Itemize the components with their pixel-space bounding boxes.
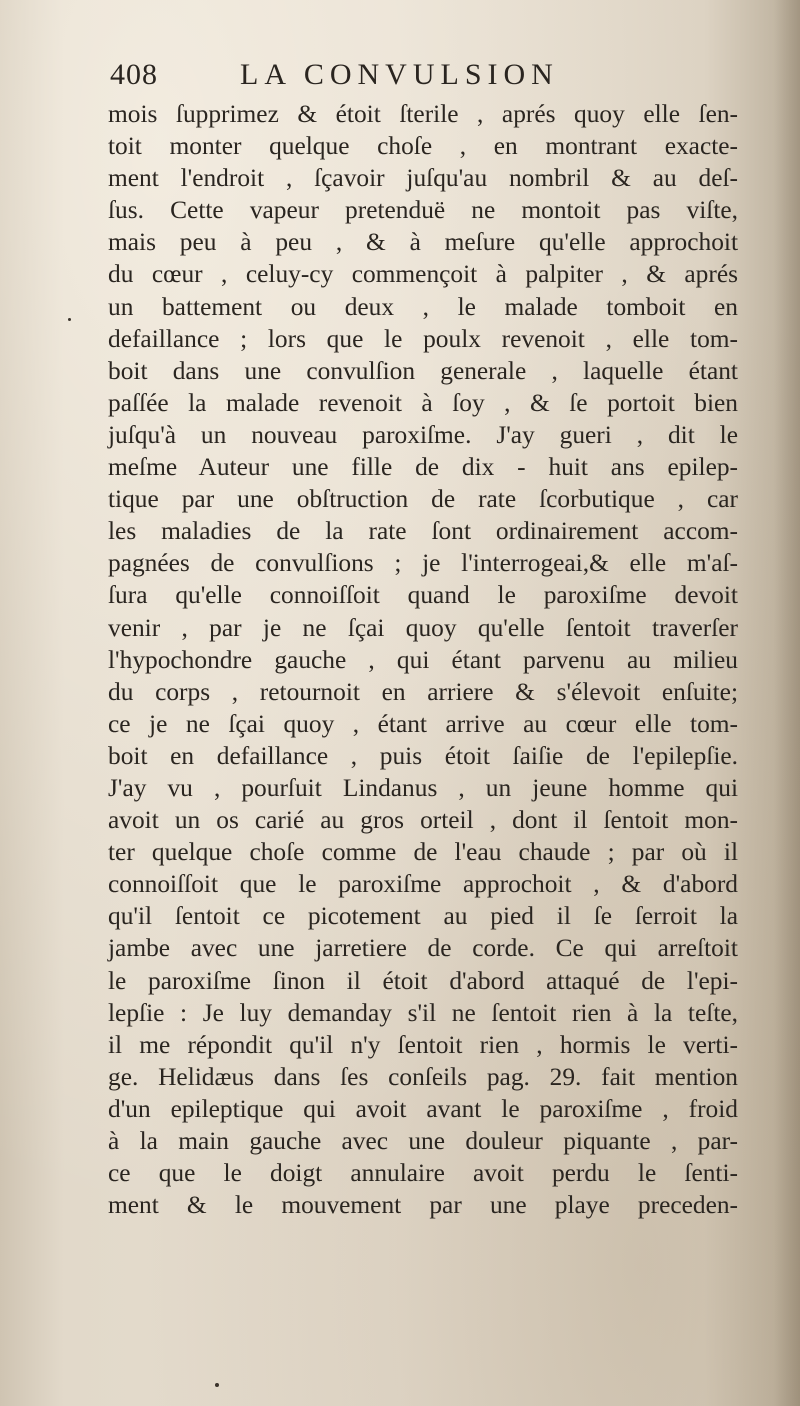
text-line: qu'il ſentoit ce picotement au pied il ſe ſerroit la bbox=[108, 902, 738, 931]
text-line: ce je ne ſçai quoy , étant arrive au cœur elle tom- bbox=[108, 709, 738, 738]
text-line: le paroxiſme ſinon il étoit d'abord attaqué de l'epi- bbox=[108, 966, 738, 995]
text-line: avoit un os carié au gros orteil , dont il ſentoit mon- bbox=[108, 806, 738, 835]
text-line: J'ay vu , pourſuit Lindanus , un jeune homme qui bbox=[108, 773, 738, 802]
text-line: l'hypochondre gauche , qui étant parvenu au milieu bbox=[108, 645, 738, 674]
text-line: paſſée la malade revenoit à ſoy , & ſe portoit bien bbox=[108, 388, 738, 417]
text-line: juſqu'à un nouveau paroxiſme. J'ay gueri , dit le bbox=[108, 420, 738, 449]
text-line: toit monter quelque choſe , en montrant exacte- bbox=[108, 132, 738, 161]
text-line: d'un epileptique qui avoit avant le paroxiſme , froid bbox=[108, 1094, 738, 1123]
text-line: ment l'endroit , ſçavoir juſqu'au nombril & au deſ- bbox=[108, 164, 738, 193]
text-line: tique par une obſtruction de rate ſcorbutique , car bbox=[108, 485, 738, 514]
text-line: pagnées de convulſions ; je l'interrogeai,& elle m'aſ- bbox=[108, 549, 738, 578]
text-line: les maladies de la rate ſont ordinairement accom- bbox=[108, 517, 738, 546]
text-line: à la main gauche avec une douleur piquante , par- bbox=[108, 1127, 738, 1155]
page-edge-shadow bbox=[774, 0, 800, 1406]
text-line: boit dans une convulſion generale , laquelle étant bbox=[108, 356, 738, 385]
text-line: ment & le mouvement par une playe preceden- bbox=[108, 1191, 738, 1220]
text-line: meſme Auteur une fille de dix - huit ans epilep- bbox=[108, 453, 738, 482]
text-line: ſus. Cette vapeur pretenduë ne montoit pas viſte, bbox=[108, 196, 738, 225]
text-line: mois ſupprimez & étoit ſterile , aprés quoy elle ſen- bbox=[108, 100, 738, 128]
text-line: du cœur , celuy-cy commençoit à palpiter , & aprés bbox=[108, 260, 738, 289]
text-line: du corps , retournoit en arriere & s'élevoit enſuite; bbox=[108, 677, 738, 706]
text-line: ſura qu'elle connoiſſoit quand le paroxiſme devoit bbox=[108, 581, 738, 610]
text-line: ce que le doigt annulaire avoit perdu le ſenti- bbox=[108, 1159, 738, 1188]
body-text bbox=[108, 98, 738, 1221]
ink-speck bbox=[68, 318, 71, 321]
text-line: ter quelque choſe comme de l'eau chaude ; par où il bbox=[108, 838, 738, 867]
page-header bbox=[110, 58, 750, 98]
ink-speck bbox=[215, 1383, 219, 1387]
running-title: LA CONVULSION bbox=[240, 58, 559, 91]
text-line: connoiſſoit que le paroxiſme approchoit , & d'abord bbox=[108, 870, 738, 899]
text-line: ge. Helidæus dans ſes conſeils pag. 29. fait mention bbox=[108, 1062, 738, 1091]
text-line: lepſie : Je luy demanday s'il ne ſentoit rien à la teſte, bbox=[108, 998, 738, 1027]
text-line: jambe avec une jarretiere de corde. Ce qui arreſtoit bbox=[108, 934, 738, 963]
text-line: boit en defaillance , puis étoit ſaiſie de l'epilepſie. bbox=[108, 741, 738, 770]
text-line: venir , par je ne ſçai quoy qu'elle ſentoit traverſer bbox=[108, 613, 738, 642]
text-line: defaillance ; lors que le poulx revenoit , elle tom- bbox=[108, 324, 738, 353]
text-line: mais peu à peu , & à meſure qu'elle approchoit bbox=[108, 228, 738, 257]
text-line: un battement ou deux , le malade tomboit en bbox=[108, 292, 738, 321]
page-number: 408 bbox=[110, 58, 158, 91]
text-line: il me répondit qu'il n'y ſentoit rien , hormis le verti- bbox=[108, 1030, 738, 1059]
